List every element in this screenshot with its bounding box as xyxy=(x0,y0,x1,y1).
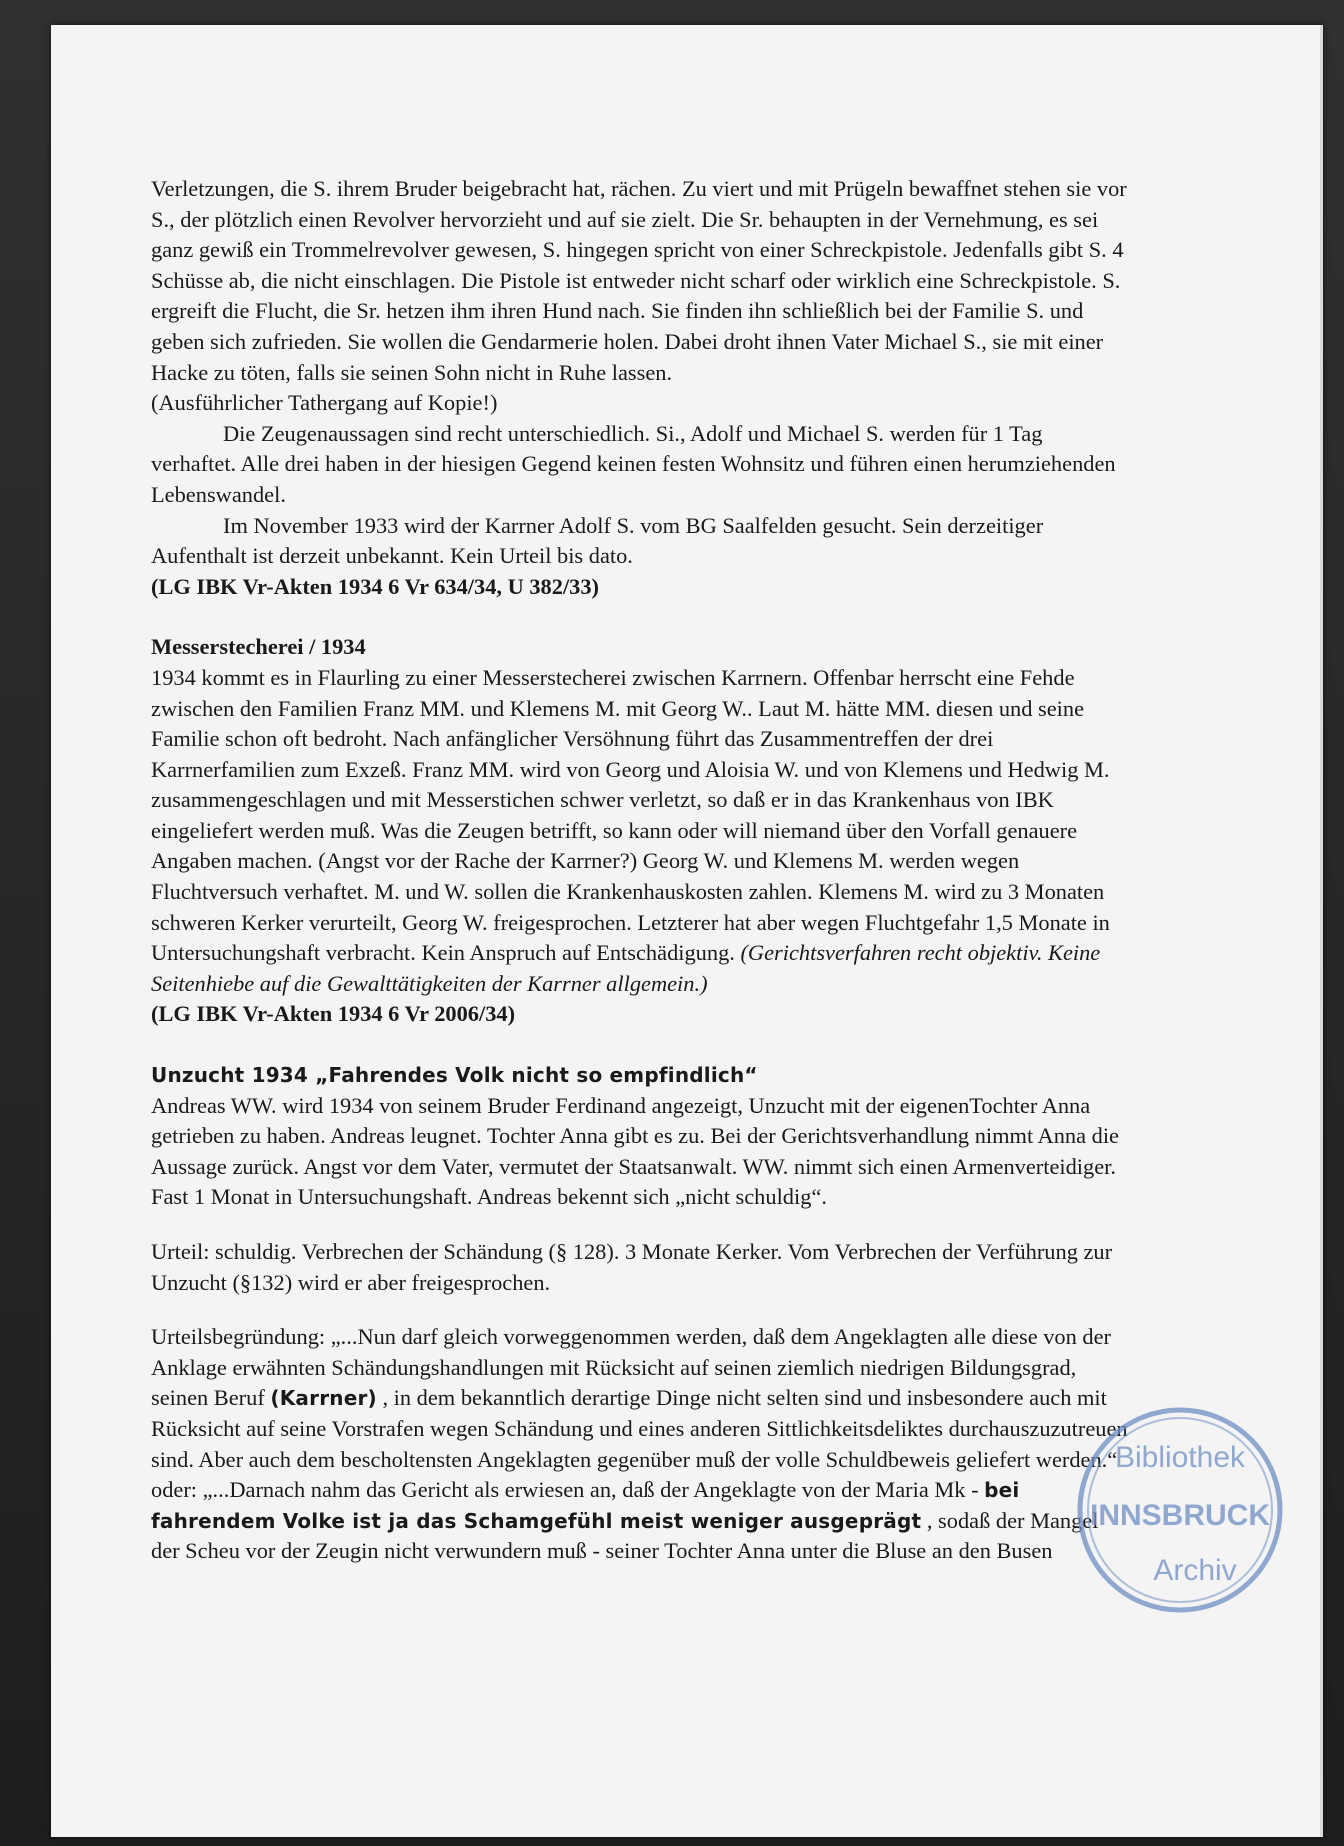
paragraph-8-text-e: , sodaß der Mangel der Scheu vor der Zeugin nicht verwundern muß - seiner Tochter Anna unter die Bluse an den Busen xyxy=(151,1507,1099,1564)
paragraph-4: Im November 1933 wird der Karrner Adolf S. vom BG Saalfelden gesucht. Sein derzeitiger Aufenthalt ist derzeit unbekannt. Kein Urteil bis dato. xyxy=(151,512,1044,569)
page-edge xyxy=(1320,25,1323,1837)
spacer xyxy=(151,1030,1131,1060)
section-heading-messerstecherei: Messerstecherei / 1934 xyxy=(151,634,366,660)
paragraph-6: Andreas WW. wird 1934 von seinem Bruder Ferdinand angezeigt, Unzucht mit der eigenenTochter Anna getrieben zu haben. Andreas leugnet. Tochter Anna gibt es zu. Bei der Gerichtsverhandlung nimmt Anna die Aussage zurück. Angst vor dem Vater, vermutet der Staatsanwalt. WW. nimmt sich einen Armenverteidiger. Fast 1 Monat in Untersuchungshaft. Andreas bekennt sich „nicht schuldig“. xyxy=(151,1092,1119,1210)
stamp-bottom-text: Archiv xyxy=(1153,1554,1237,1587)
document-body xyxy=(151,174,1131,1567)
paragraph-5-text: 1934 kommt es in Flaurling zu einer Messerstecherei zwischen Karrnern. Offenbar herrscht eine Fehde zwischen den Familien Franz MM. und Klemens M. mit Georg W.. Laut M. hätte MM. diesen und seine Familie schon oft bedroht. Nach anfänglicher Versöhnung führt das Zusammentreffen der drei Karrnerfamilien zum Exzeß. Franz MM. wird von Georg und Aloisia W. und von Klemens und Hedwig M. zusammengeschlagen und mit Messerstichen schwer verletzt, so daß er in das Krankenhaus von IBK eingeliefert werden muß. Was die Zeugen betrifft, so kann oder will niemand über den Vorfall genauere Angaben machen. (Angst vor der Rache der Karrner?) Georg W. und Klemens M. werden wegen Fluchtversuch verhaftet. M. und W. sollen die Krankenhauskosten zahlen. Klemens M. wird zu 3 Monaten schweren Kerker verurteilt, Georg W. freigesprochen. Letzterer hat aber wegen Fluchtgefahr 1,5 Monate in Untersuchungshaft verbracht. Kein Anspruch auf Entschädigung. xyxy=(151,664,1110,966)
spacer xyxy=(151,602,1131,632)
reference-1: (LG IBK Vr-Akten 1934 6 Vr 634/34, U 382/33) xyxy=(151,573,600,599)
paragraph-1: Verletzungen, die S. ihrem Bruder beigebracht hat, rächen. Zu viert und mit Prügeln bewaffnet stehen sie vor S., der plötzlich einen Revolver hervorzieht und auf sie zielt. Die Sr. behaupten in der Vernehmung, es sei ganz gewiß ein Trommelrevolver gewesen, S. hingegen spricht von einer Schreckpistole. Jedenfalls gibt S. 4 Schüsse ab, die nicht einschlagen. Die Pistole ist entweder nicht scharf oder wirklich eine Schreckpistole. S. ergreift die Flucht, die Sr. hetzen ihm ihren Hund nach. Sie finden ihn schließlich bei der Familie S. und geben sich zufrieden. Sie wollen die Gendarmerie holen. Dabei droht ihnen Vater Michael S., sie mit einer Hacke zu töten, falls sie seinen Sohn nicht in Ruhe lassen. xyxy=(151,176,1127,385)
paragraph-5-italic: (Gerichtsverfahren recht objektiv. Keine Seitenhiebe auf die Gewalttätigkeiten der Karrner allgemein.) xyxy=(151,940,1101,996)
paragraph-8 xyxy=(151,1322,1131,1567)
paragraph-8-text-a: Urteilsbegründung: „...Nun darf gleich vorweggenommen werden, daß dem Angeklagten alle diese von der Anklage erwähnten Schändungshandlungen mit Rücksicht auf seinen ziemlich niedrigen Bildungsgrad, seinen Beruf xyxy=(151,1324,1112,1411)
section-heading-unzucht: Unzucht 1934 „Fahrendes Volk nicht so empfindlich“ xyxy=(151,1063,758,1088)
spacer xyxy=(151,1213,1131,1237)
spacer xyxy=(151,1298,1131,1322)
paragraph-5 xyxy=(151,663,1131,1000)
stamp-top-text: Bibliothek xyxy=(1114,1441,1246,1474)
reference-2: (LG IBK Vr-Akten 1934 6 Vr 2006/34) xyxy=(151,1001,516,1027)
paragraph-8-text-c: , in dem bekanntlich derartige Dinge nicht selten sind und insbesondere auch mit Rücksicht auf seine Vorstrafen wegen Schändung und eines anderen Sittlichkeitsdeliktes durchauszuzutreuen sind. Aber auch dem bescholtensten Angeklagten gegenüber muß der volle Schuldbeweis geliefert werden.“ oder: „...Darnach nahm das Gericht als erwiesen an, daß der Angeklagte von der Maria Mk - xyxy=(151,1385,1128,1503)
paragraph-7: Urteil: schuldig. Verbrechen der Schändung (§ 128). 3 Monate Kerker. Vom Verbrechen der Verführung zur Unzucht (§132) wird er aber freigesprochen. xyxy=(151,1239,1113,1295)
paragraph-2: (Ausführlicher Tathergang auf Kopie!) xyxy=(151,390,498,416)
paragraph-8-bold-karrner: (Karrner) xyxy=(270,1386,377,1411)
paragraph-3: Die Zeugenaussagen sind recht unterschiedlich. Si., Adolf und Michael S. werden für 1 Tag verhaftet. Alle drei haben in der hiesigen Gegend keinen festen Wohnsitz und führen einen herumziehenden Lebenswandel. xyxy=(151,420,1116,507)
paragraph-8-bold-quote: bei fahrendem Volke ist ja das Schamgefühl meist weniger ausgeprägt xyxy=(151,1478,1020,1533)
stamp-middle-text: INNSBRUCK xyxy=(1090,1499,1270,1532)
